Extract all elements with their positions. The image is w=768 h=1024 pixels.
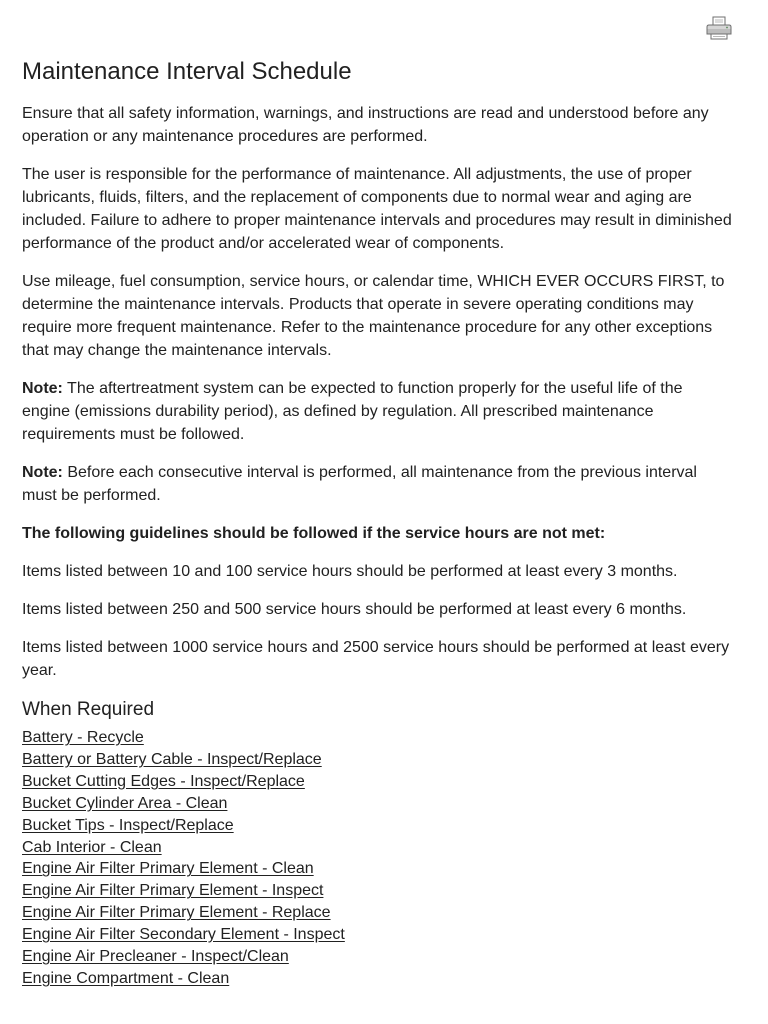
guidelines-heading: The following guidelines should be followed if the service hours are not met: (22, 525, 606, 542)
printer-icon[interactable] (705, 14, 733, 42)
article-content (22, 56, 734, 990)
when-required-list (22, 727, 734, 990)
link-air-filter-primary-inspect[interactable]: Engine Air Filter Primary Element - Inspect (22, 882, 324, 900)
list-item (22, 727, 734, 749)
list-item (22, 749, 734, 771)
printer-icon-graphic (705, 14, 733, 42)
link-bucket-tips[interactable]: Bucket Tips - Inspect/Replace (22, 816, 234, 834)
note-consecutive-interval (22, 461, 734, 507)
link-air-filter-primary-replace[interactable]: Engine Air Filter Primary Element - Replace (22, 904, 331, 922)
list-item (22, 793, 734, 815)
guideline-yearly: Items listed between 1000 service hours and 2500 service hours should be performed at least every year. (22, 639, 730, 679)
list-item (22, 837, 734, 859)
link-bucket-cutting-edges[interactable]: Bucket Cutting Edges - Inspect/Replace (22, 772, 305, 790)
guideline-6-months: Items listed between 250 and 500 service hours should be performed at least every 6 months. (22, 601, 687, 618)
note-label: Note: (22, 380, 63, 397)
note-text: Before each consecutive interval is performed, all maintenance from the previous interval must be performed. (22, 464, 697, 504)
link-air-precleaner[interactable]: Engine Air Precleaner - Inspect/Clean (22, 948, 289, 966)
list-item (22, 858, 734, 880)
link-battery-recycle[interactable]: Battery - Recycle (22, 729, 144, 746)
list-item (22, 946, 734, 968)
link-cab-interior-clean[interactable]: Cab Interior - Clean (22, 838, 162, 856)
guideline-3-months: Items listed between 10 and 100 service hours should be performed at least every 3 months. (22, 563, 678, 580)
intro-paragraph-intervals: Use mileage, fuel consumption, service hours, or calendar time, WHICH EVER OCCURS FIRST, to determine the maintenance intervals. Products that operate in severe operating conditions may require more frequent maintenance. Refer to the maintenance procedure for any other exceptions that may change the maintenance intervals. (22, 273, 725, 359)
note-text: The aftertreatment system can be expected to function properly for the useful life of the engine (emissions durability period), as defined by regulation. All prescribed maintenance requirements must be followed. (22, 380, 683, 443)
link-bucket-cylinder-area[interactable]: Bucket Cylinder Area - Clean (22, 794, 228, 812)
when-required-heading: When Required (22, 699, 155, 720)
list-item (22, 902, 734, 924)
list-item (22, 815, 734, 837)
list-item (22, 880, 734, 902)
intro-paragraph-safety: Ensure that all safety information, warnings, and instructions are read and understood before any operation or any maintenance procedures are performed. (22, 105, 709, 145)
page-title: Maintenance Interval Schedule (22, 58, 352, 85)
link-engine-compartment-clean[interactable]: Engine Compartment - Clean (22, 969, 230, 987)
list-item (22, 924, 734, 946)
intro-paragraph-responsibility: The user is responsible for the performance of maintenance. All adjustments, the use of proper lubricants, fluids, filters, and the replacement of components due to normal wear and aging are included. Failure to adhere to proper maintenance intervals and procedures may result in diminished performance of the product and/or accelerated wear of components. (22, 166, 732, 252)
link-air-filter-primary-clean[interactable]: Engine Air Filter Primary Element - Clean (22, 860, 314, 878)
list-item (22, 968, 734, 990)
link-air-filter-secondary-inspect[interactable]: Engine Air Filter Secondary Element - Inspect (22, 926, 345, 944)
note-label: Note: (22, 464, 63, 481)
note-aftertreatment (22, 377, 734, 446)
list-item (22, 771, 734, 793)
link-battery-cable-inspect-replace[interactable]: Battery or Battery Cable - Inspect/Replace (22, 750, 322, 768)
